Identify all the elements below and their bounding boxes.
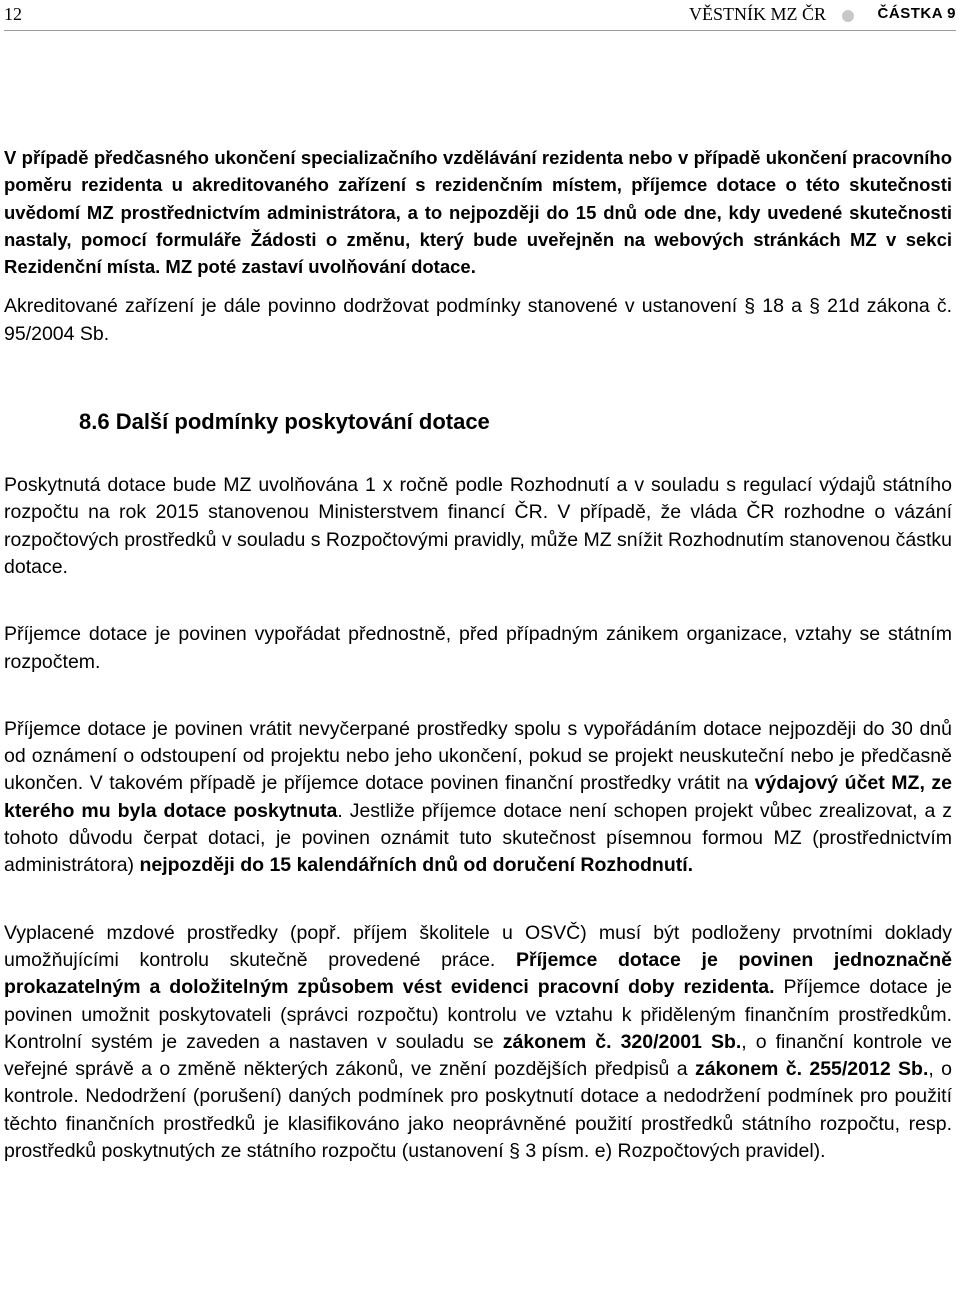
paragraph-early-termination: V případě předčasného ukončení specializačního vzdělávání rezidenta nebo v případě ukončení pracovního poměru rezidenta u akreditovaného zařízení s rezidenčním místem, příjemce dotace o této skutečnosti uvědomí MZ prostřednictvím administrátora, a to nejpozději do 15 dnů ode dne, kdy uvedené skutečnosti nastaly, pomocí formuláře Žádosti o změnu, který bude uveřejněn na webových stránkách MZ v sekci Rezidenční místa. MZ poté zastaví uvolňování dotace. <box>4 147 952 278</box>
paragraph-return-of-funds <box>4 716 952 880</box>
text-run: Příjemce dotace je povinen vrátit nevyčerpané prostředky spolu s vypořádáním dotace nejpozději do 30 dnů od oznámení o odstoupení od projektu nebo jeho ukončení, pokud se projekt neuskuteční nebo je předčasně ukončen. V takovém případě je příjemce dotace povinen finanční prostředky vrátit na <box>4 717 952 795</box>
bold-run: nejpozději do 15 kalendářních dnů od doručení Rozhodnutí. <box>139 854 694 877</box>
bold-run: zákonem č. 320/2001 Sb. <box>502 1030 742 1053</box>
header-rule <box>4 30 956 31</box>
journal-title: VĚSTNÍK MZ ČR <box>688 4 826 24</box>
paragraph-settlement: Příjemce dotace je povinen vypořádat přednostně, před případným zánikem organizace, vztahy se státním rozpočtem. <box>4 623 952 673</box>
paragraph-release-of-subsidy: Poskytnutá dotace bude MZ uvolňována 1 x ročně podle Rozhodnutí a v souladu s regulací výdajů státního rozpočtu na rok 2015 stanovenou Ministerstvem financí ČR. V případě, že vláda ČR rozhodne o vázání rozpočtových prostředků v souladu s Rozpočtovými pravidly, může MZ snížit Rozhodnutím stanovenou částku dotace. <box>4 474 952 578</box>
text-run: Příjemce dotace je povinen umožnit poskytovateli (správci rozpočtu) kontrolu ve vztahu k přiděleným finančním prostředkům. Kontrolní systém je zaveden a nastaven v souladu se <box>4 976 952 1053</box>
text-run: , o kontrole. Nedodržení (porušení) daných podmínek pro poskytnutí dotace a nedodržení podmínek pro použití těchto finančních prostředků je klasifikováno jako neoprávněné použití prostředků státního rozpočtu, resp. prostředků poskytnutých ze státního rozpočtu (ustanovení § 3 písm. e) Rozpočtových pravidel). <box>4 1058 952 1163</box>
separator-dot-icon <box>842 10 854 22</box>
bold-run: zákonem č. 255/2012 Sb. <box>694 1058 929 1081</box>
bold-run: Příjemce dotace je povinen jednoznačně prokazatelným a doložitelným způsobem vést evidenci pracovní doby rezidenta. <box>4 948 953 999</box>
text-run: Vyplacené mzdové prostředky (popř. příjem školitele u OSVČ) musí být podloženy prvotními doklady umožňujícími kontrolu skutečně provedené práce. <box>4 921 952 971</box>
page-header <box>4 0 956 30</box>
paragraph-accredited-facility: Akreditované zařízení je dále povinno dodržovat podmínky stanovené v ustanovení § 18 a § 21d zákona č. 95/2004 Sb. <box>4 295 952 345</box>
text-run: . Jestliže příjemce dotace není schopen projekt vůbec zrealizovat, a z tohoto důvodu čerpat dotaci, je povinen oznámit tuto skutečnost písemnou formou MZ (prostřednictvím administrátora) <box>4 799 952 877</box>
document-body <box>4 144 952 1165</box>
paragraph-wage-records <box>4 920 952 1166</box>
bold-run: výdajový účet MZ, ze kterého mu byla dotace poskytnuta <box>4 772 953 822</box>
section-heading: 8.6 Další podmínky poskytování dotace <box>79 409 490 435</box>
issue-part: ČÁSTKA 9 <box>877 5 956 22</box>
page-number: 12 <box>4 4 22 24</box>
text-run: , o finanční kontrole ve veřejné správě a o změně některých zákonů, ve znění pozdějších předpisů a <box>4 1030 952 1081</box>
